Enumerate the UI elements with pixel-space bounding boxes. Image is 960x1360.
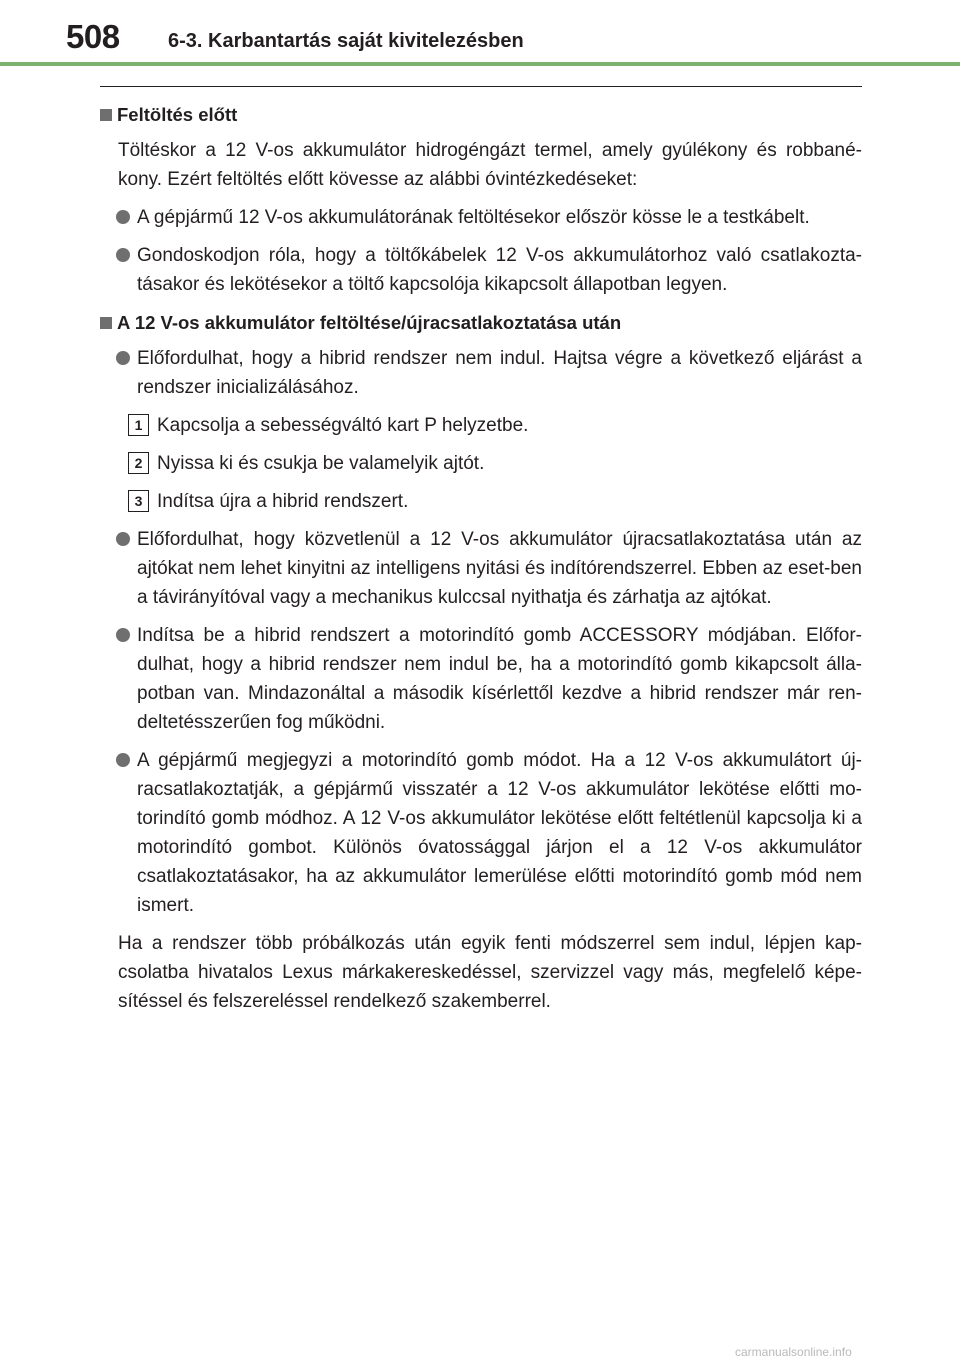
step-text: Kapcsolja a sebességváltó kart P helyzetbe. [157, 415, 529, 436]
square-bullet-icon [100, 317, 112, 329]
bullet-item [137, 525, 862, 612]
chapter-title: 6-3. Karbantartás saját kivitelezésben [168, 30, 524, 52]
round-bullet-icon [116, 753, 130, 767]
step-number-badge: 1 [128, 414, 149, 436]
section-intro: Töltéskor a 12 V-os akkumulátor hidrogéngázt termel, amely gyúlékony és robbané-kony. Ezért feltöltés előtt kövesse az alábbi óvintézkedéseket: [118, 140, 862, 190]
bullet-item [137, 746, 862, 920]
closing-paragraph: Ha a rendszer több próbálkozás után egyik fenti módszerrel sem indul, lépjen kap-csolatba hivatalos Lexus márkakereskedéssel, szervizzel vagy más, megfelelő képe-sítéssel és felszereléssel rendelkező szakemberrel. [118, 933, 862, 1012]
bullet-text: A gépjármű 12 V-os akkumulátorának feltöltésekor először kösse le a testkábelt. [137, 207, 810, 228]
bullet-text: Előfordulhat, hogy közvetlenül a 12 V-os akkumulátor újracsatlakoztatása után az ajtókat nem lehet kinyitni az intelligens nyitási és indítórendszerrel. Ebben az eset-ben a távirányítóval vagy a mechanikus kulccsal nyithatja és zárhatja az ajtókat. [137, 529, 862, 608]
step-number-badge: 2 [128, 452, 149, 474]
step-text: Nyissa ki és csukja be valamelyik ajtót. [157, 453, 485, 474]
bullet-text: Gondoskodjon róla, hogy a töltőkábelek 12 V-os akkumulátorhoz való csatlakozta-tásakor és lekötésekor a töltő kapcsolója kikapcsolt állapotban legyen. [137, 245, 862, 295]
page-number: 508 [66, 18, 120, 55]
section-heading [100, 308, 862, 337]
page-header [0, 0, 960, 70]
bullet-text: Előfordulhat, hogy a hibrid rendszer nem indul. Hajtsa végre a következő eljárást a rendszer inicializálásához. [137, 348, 862, 398]
step-item [134, 487, 862, 516]
watermark: carmanualsonline.info [735, 1345, 852, 1359]
bullet-item [137, 241, 862, 299]
step-item [134, 411, 862, 440]
round-bullet-icon [116, 351, 130, 365]
bullet-item [137, 203, 862, 232]
bullet-item [137, 344, 862, 402]
square-bullet-icon [100, 109, 112, 121]
bullet-text: Indítsa be a hibrid rendszert a motorindító gomb ACCESSORY módjában. Előfor-dulhat, hogy a hibrid rendszer nem indul be, ha a motorindító gomb kikapcsolt álla-potban van. Mindazonáltal a második kísérlettől kezdve a hibrid rendszer már ren-deltetésszerűen fog működni. [137, 625, 862, 733]
step-text: Indítsa újra a hibrid rendszert. [157, 491, 409, 512]
round-bullet-icon [116, 532, 130, 546]
section-heading-text: A 12 V-os akkumulátor feltöltése/újracsatlakoztatása után [117, 312, 622, 333]
section-divider [100, 86, 862, 87]
round-bullet-icon [116, 210, 130, 224]
round-bullet-icon [116, 248, 130, 262]
step-item [134, 449, 862, 478]
section-heading [100, 100, 862, 129]
step-number-badge: 3 [128, 490, 149, 512]
bullet-text: A gépjármű megjegyzi a motorindító gomb módot. Ha a 12 V-os akkumulátort új-racsatlakoztatják, a gépjármű visszatér a 12 V-os akkumulátor lekötése előtti mo-torindító gomb módhoz. A 12 V-os akkumulátor lekötése előtt feltétlenül kapcsolja ki a motorindító gombot. Különös óvatossággal járjon el a 12 V-os akkumulátor csatlakoztatásakor, ha az akkumulátor lemerülése előtti motorindító gomb mód nem ismert. [137, 750, 862, 916]
page-content [100, 100, 862, 1025]
bullet-item [137, 621, 862, 737]
header-divider [0, 62, 960, 66]
round-bullet-icon [116, 628, 130, 642]
section-heading-text: Feltöltés előtt [117, 104, 238, 125]
